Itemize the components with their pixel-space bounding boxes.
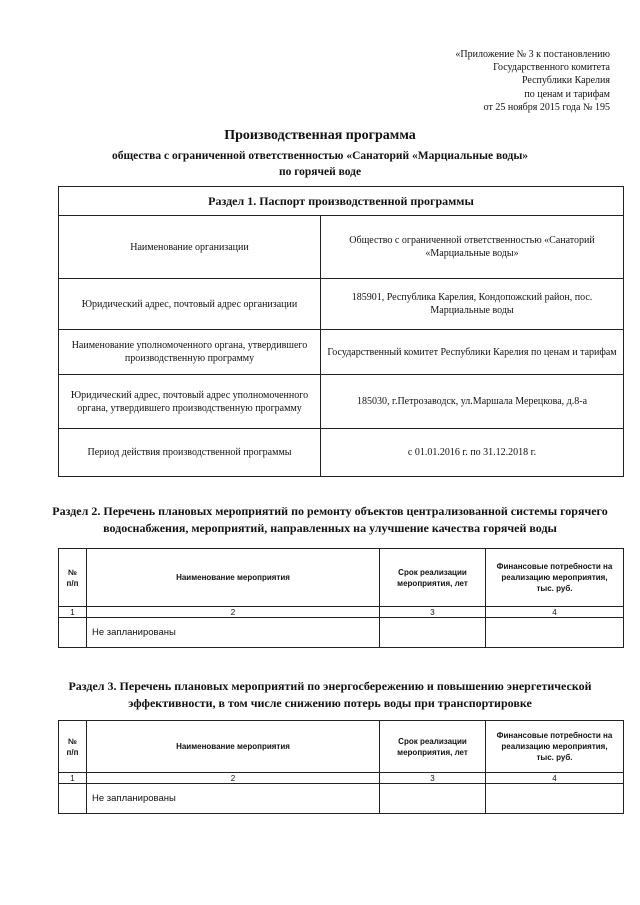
table-row <box>59 784 624 814</box>
section2-heading: Раздел 2. Перечень плановых мероприятий по ремонту объектов централизованной системы горячего водоснабжения, мероприятий, направленных на улучшение качества горячей воды <box>52 504 608 535</box>
column-header: Срок реализации мероприятия, лет <box>380 549 486 607</box>
section2-table <box>58 548 624 648</box>
section1-heading: Раздел 1. Паспорт производственной программы <box>59 187 624 216</box>
appendix-line: «Приложение № 3 к постановлению <box>455 49 610 60</box>
column-number: 2 <box>87 773 380 784</box>
section3-heading: Раздел 3. Перечень плановых мероприятий по энергосбережению и повышению энергетической эффективности, в том числе снижению потерь воды при транспортировке <box>68 679 592 710</box>
passport-label: Наименование организации <box>59 216 321 279</box>
passport-label: Период действия производственной программы <box>59 429 321 477</box>
passport-label: Юридический адрес, почтовый адрес организации <box>59 279 321 330</box>
column-number: 2 <box>87 607 380 618</box>
passport-row <box>59 279 624 330</box>
appendix-line: Республики Карелия <box>521 75 610 87</box>
event-name: Не запланированы <box>87 784 380 814</box>
column-header: Наименование мероприятия <box>87 721 380 773</box>
page-subtitle: общества с ограниченной ответственностью «Санаторий «Марциальные воды» <box>111 150 529 162</box>
page-subtitle-2: по горячей воде <box>278 166 362 178</box>
appendix-note <box>390 48 610 114</box>
column-header: Финансовые потребности на реализацию мероприятия, тыс. руб. <box>486 721 624 773</box>
passport-table <box>58 186 624 477</box>
column-number: 1 <box>59 773 87 784</box>
passport-value: Государственный комитет Республики Карелия по ценам и тарифам <box>321 330 624 375</box>
column-header: Срок реализации мероприятия, лет <box>380 721 486 773</box>
appendix-line: от 25 ноября 2015 года № 195 <box>483 101 610 113</box>
passport-value: 185030, г.Петрозаводск, ул.Маршала Мерецкова, д.8-а <box>321 375 624 429</box>
passport-label: Юридический адрес, почтовый адрес уполномоченного органа, утвердившего производственную программу <box>59 375 321 429</box>
column-number: 4 <box>486 607 624 618</box>
column-header: № п/п <box>59 721 87 773</box>
column-number: 3 <box>380 773 486 784</box>
passport-row <box>59 375 624 429</box>
column-header: Финансовые потребности на реализацию мероприятия, тыс. руб. <box>486 549 624 607</box>
table-row <box>59 618 624 648</box>
appendix-line: Государственного комитета <box>493 62 610 74</box>
passport-value: 185901, Республика Карелия, Кондопожский район, пос. Марциальные воды <box>321 279 624 330</box>
column-number: 4 <box>486 773 624 784</box>
passport-value: с 01.01.2016 г. по 31.12.2018 г. <box>321 429 624 477</box>
column-header: № п/п <box>59 549 87 607</box>
column-number: 1 <box>59 607 87 618</box>
section3-table <box>58 720 624 814</box>
passport-row <box>59 330 624 375</box>
column-number: 3 <box>380 607 486 618</box>
event-name: Не запланированы <box>87 618 380 648</box>
appendix-line: по ценам и тарифам <box>524 88 610 100</box>
passport-label: Наименование уполномоченного органа, утвердившего производственную программу <box>59 330 321 375</box>
passport-value: Общество с ограниченной ответственностью «Санаторий «Марциальные воды» <box>321 216 624 279</box>
column-header: Наименование мероприятия <box>87 549 380 607</box>
passport-row <box>59 429 624 477</box>
page-title: Производственная программа <box>224 128 416 143</box>
passport-row <box>59 216 624 279</box>
